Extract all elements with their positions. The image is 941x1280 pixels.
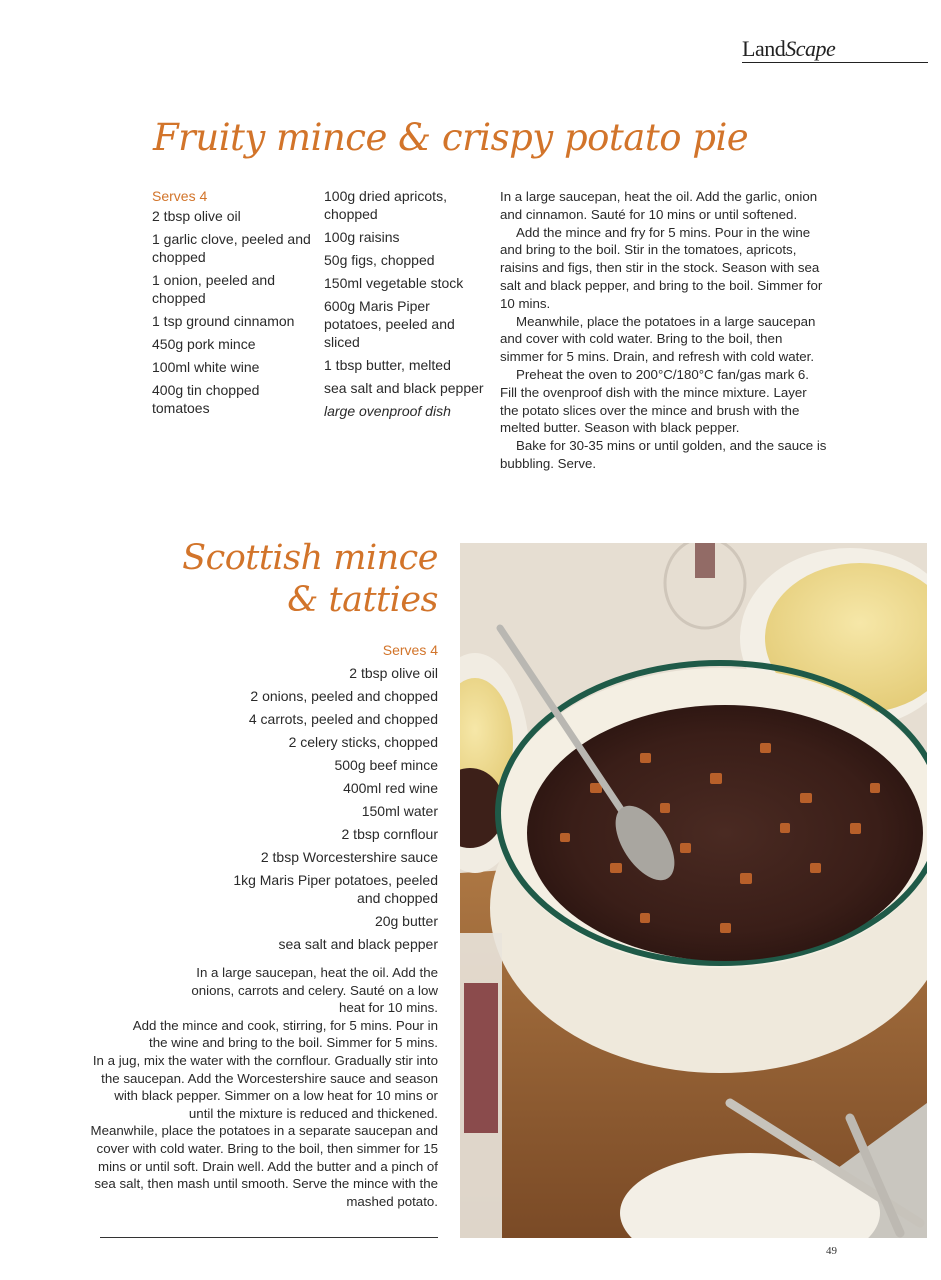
mince-and-tatties-photo [460, 543, 927, 1238]
page-number: 49 [826, 1245, 837, 1257]
method-step: In a large saucepan, heat the oil. Add the onions, carrots and celery. Sauté on a low heat for 10 mins. [191, 965, 438, 1016]
recipe2-title-line2: & tatties [287, 580, 438, 620]
ingredient: 400g tin chopped tomatoes [152, 382, 260, 416]
method-step: Bake for 30-35 mins or until golden, and the sauce is bubbling. Serve. [500, 438, 827, 471]
ingredient: 2 tbsp Worcestershire sauce [260, 849, 438, 865]
ingredient: 1 onion, peeled and chopped [152, 272, 275, 306]
recipe1-ingredients-col2 [324, 187, 484, 425]
ingredient: 1kg Maris Piper potatoes, peeled and chopped [233, 872, 438, 906]
ingredient: 400ml red wine [343, 780, 438, 796]
recipe2-title-line1: Scottish mince [182, 538, 438, 578]
food-photo-illustration [460, 543, 927, 1238]
ingredient: 20g butter [374, 913, 438, 929]
masthead-brand-regular: Land [742, 36, 786, 61]
ingredient: 100g raisins [324, 229, 400, 245]
method-step: Meanwhile, place the potatoes in a separate saucepan and cover with cold water. Bring to the boil, then simmer for 15 mins or until soft. Drain well. Add the butter and a pinch of sea salt, then mash until smooth. Serve the mince with the mashed potato. [90, 1123, 438, 1209]
masthead-brand-italic: Scape [785, 36, 836, 61]
ingredient: 100g dried apricots, chopped [324, 188, 447, 222]
ingredient: 150ml water [361, 803, 438, 819]
recipe1-ingredients-col1 [152, 187, 312, 422]
ingredient: 2 onions, peeled and chopped [250, 688, 438, 704]
method-step: In a jug, mix the water with the cornflour. Gradually stir into the saucepan. Add the Worcestershire sauce and season with black pepper. Simmer on a low heat for 10 mins or until the mixture is reduced and thickened. [92, 1052, 438, 1121]
ingredient: 450g pork mince [152, 336, 256, 352]
recipe2-serves: Serves 4 [382, 642, 438, 658]
ingredient: 2 tbsp cornflour [341, 826, 438, 842]
ingredient: 2 celery sticks, chopped [288, 734, 438, 750]
method-step: In a large saucepan, heat the oil. Add the garlic, onion and cinnamon. Sauté for 10 mins or until softened. [500, 189, 818, 222]
method-step: Add the mince and fry for 5 mins. Pour in the wine and bring to the boil. Stir in the tomatoes, apricots, raisins and figs, then stir in the stock. Season with sea salt and black pepper, and bring to the boil. Simmer for 10 mins. [500, 224, 823, 311]
ingredient: 50g figs, chopped [324, 252, 435, 268]
recipe2-ingredients [108, 641, 438, 958]
ingredient: 2 tbsp olive oil [349, 665, 438, 681]
bottom-rule [100, 1237, 438, 1238]
ingredient: sea salt and black pepper [278, 936, 438, 952]
ingredient: 1 tsp ground cinnamon [152, 313, 295, 329]
ingredient: 1 tbsp butter, melted [324, 357, 451, 373]
recipe2-title [182, 537, 438, 621]
ingredient: 1 garlic clove, peeled and chopped [152, 231, 311, 265]
magazine-masthead [742, 36, 835, 62]
masthead-rule [742, 62, 928, 63]
method-step: Meanwhile, place the potatoes in a large saucepan and cover with cold water. Bring to the boil, then simmer for 5 mins. Drain, and refresh with cold water. [500, 313, 816, 365]
recipe1-title: Fruity mince & crispy potato pie [153, 116, 749, 159]
ingredient: sea salt and black pepper [324, 380, 484, 396]
recipe1-equipment: large ovenproof dish [324, 403, 451, 419]
ingredient: 100ml white wine [152, 359, 260, 375]
ingredient: 2 tbsp olive oil [152, 208, 241, 224]
ingredient: 500g beef mince [334, 757, 438, 773]
ingredient: 600g Maris Piper potatoes, peeled and sliced [324, 298, 455, 350]
method-step: Add the mince and cook, stirring, for 5 mins. Pour in the wine and bring to the boil. Simmer for 5 mins. [132, 1017, 438, 1051]
ingredient: 150ml vegetable stock [324, 275, 464, 291]
recipe2-method [88, 964, 438, 1210]
recipe1-serves: Serves 4 [152, 188, 208, 204]
method-step: Preheat the oven to 200°C/180°C fan/gas mark 6. Fill the ovenproof dish with the mince mixture. Layer the potato slices over the mince and brush with the melted butter. Season with black pepper. [500, 366, 809, 436]
ingredient: 4 carrots, peeled and chopped [248, 711, 438, 727]
recipe1-method [500, 188, 827, 473]
